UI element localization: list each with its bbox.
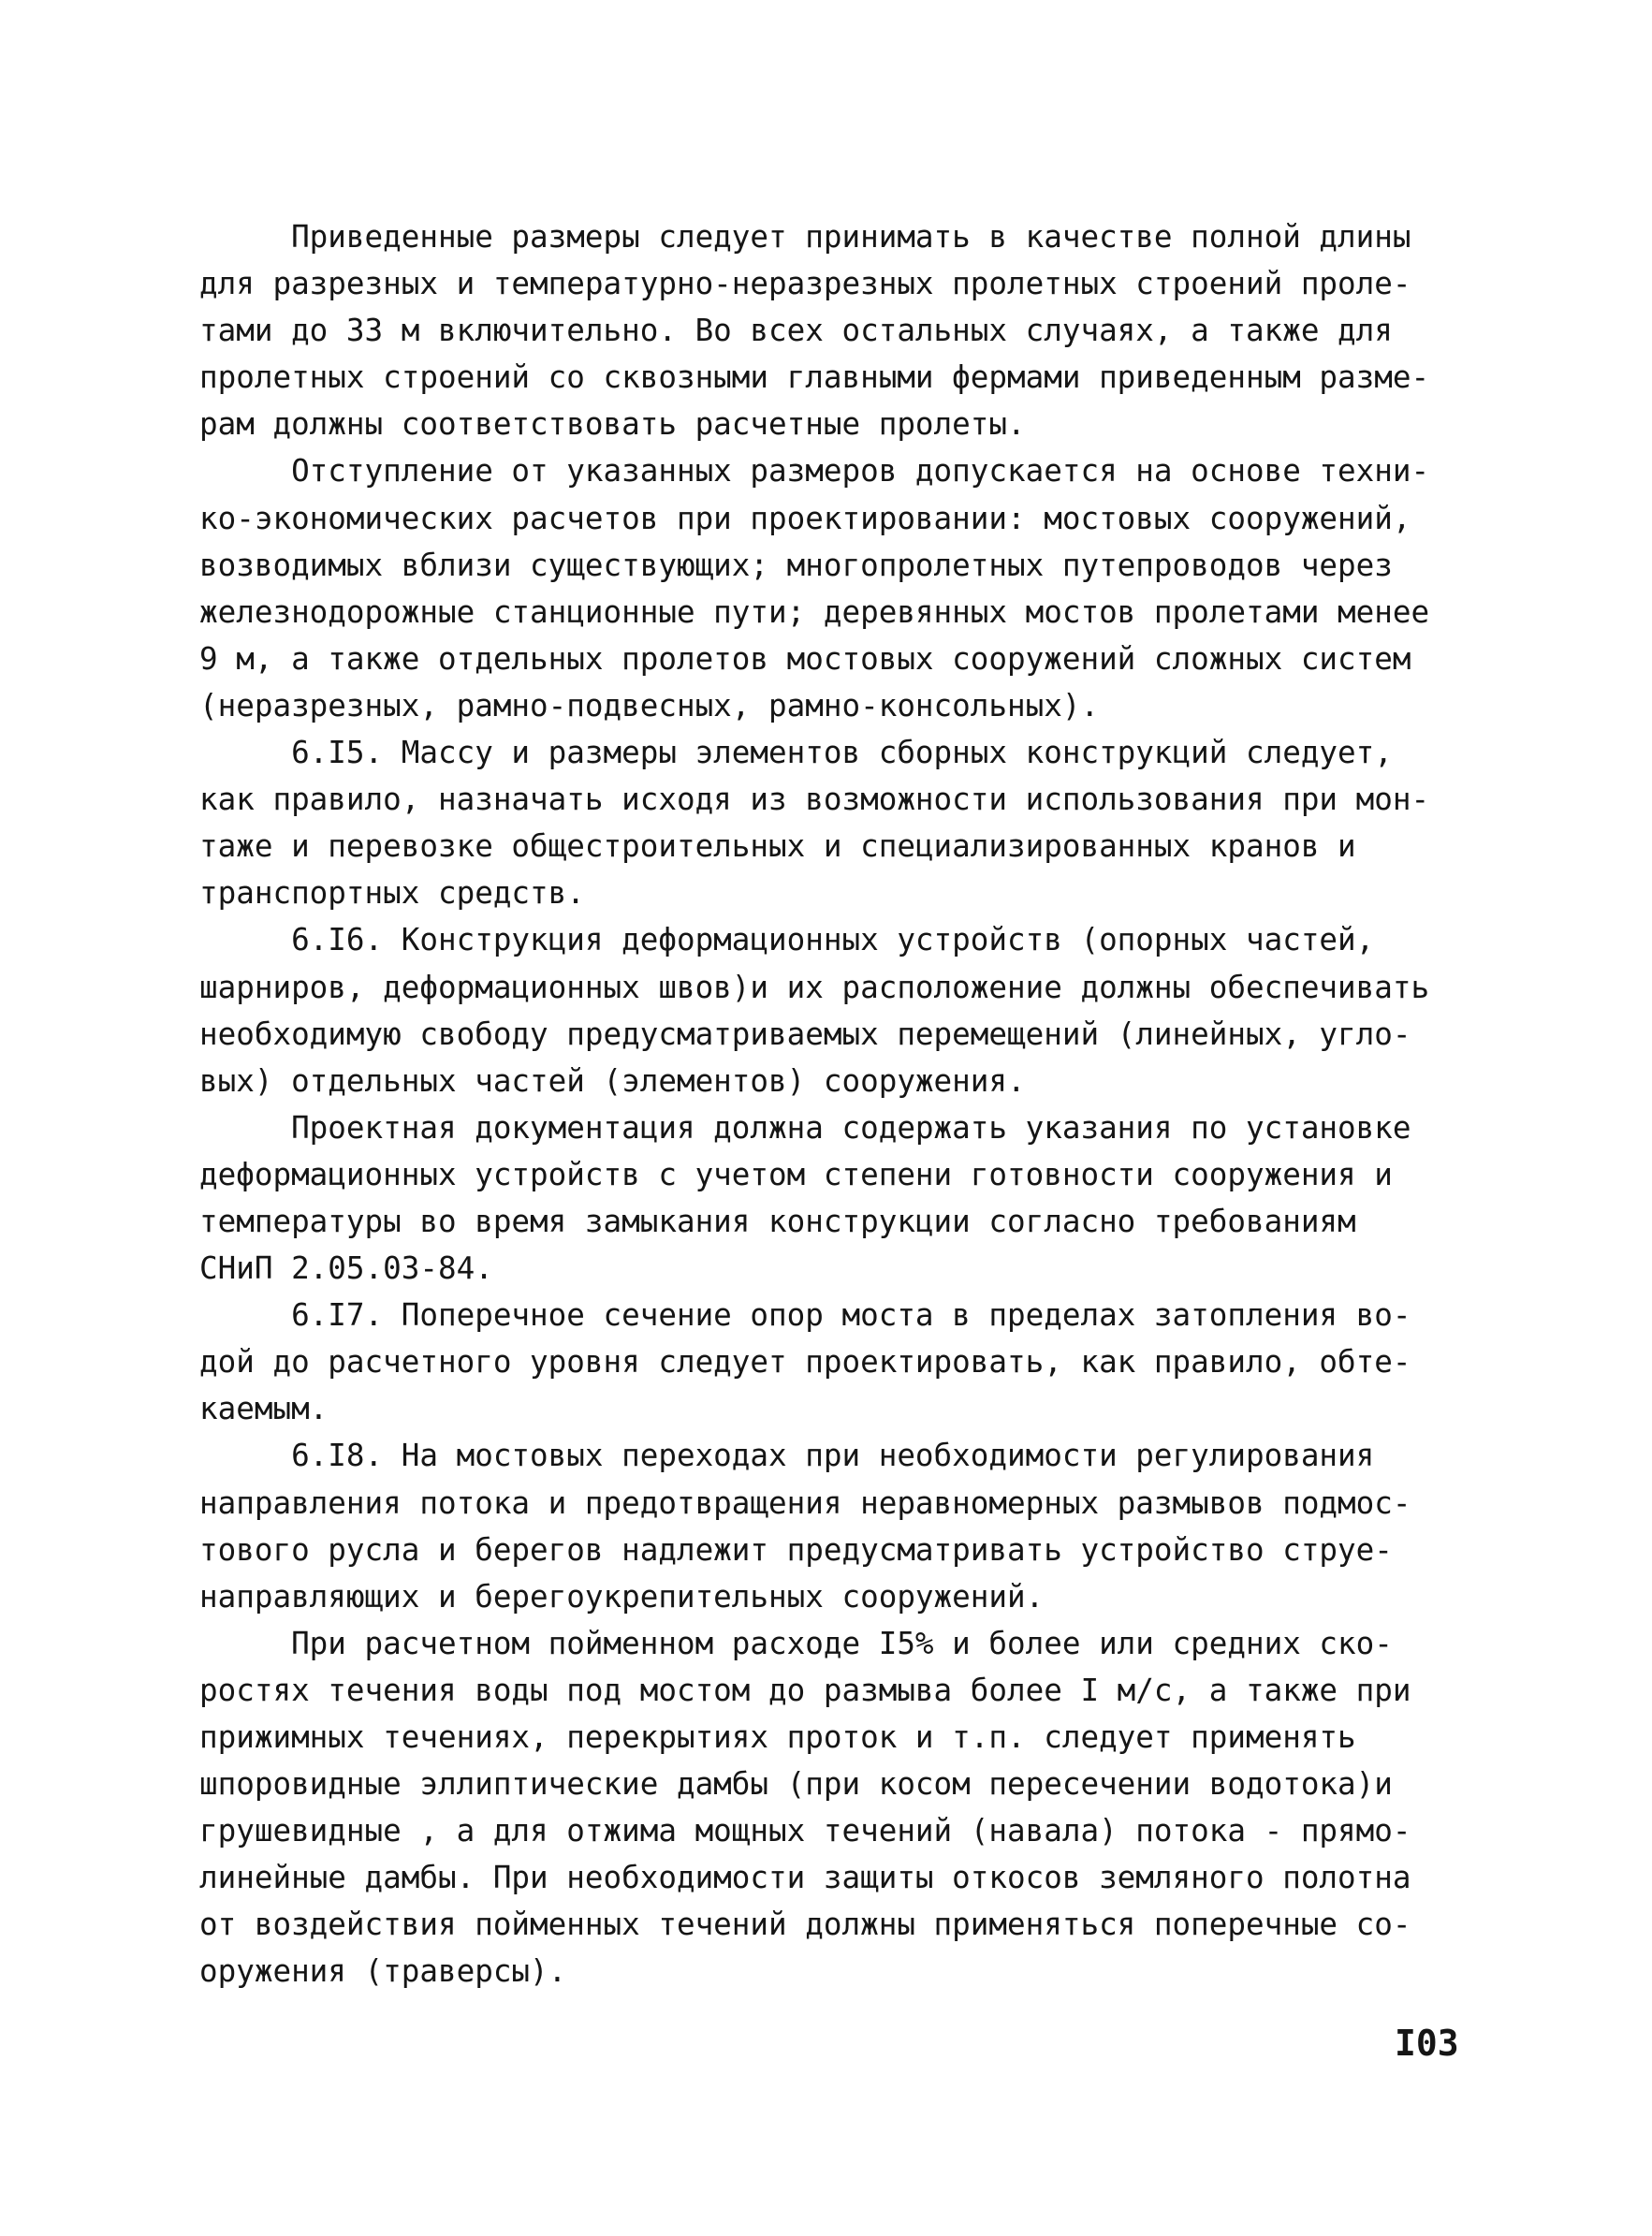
text-line: пролетных строений со сквозными главными фермами приведенным разме- xyxy=(199,359,1430,396)
text-line: (неразрезных, рамно-подвесных, рамно-консольных). xyxy=(199,687,1100,723)
text-line: грушевидные , а для отжима мощных течений (навала) потока - прямо- xyxy=(199,1813,1411,1849)
page-number: I03 xyxy=(1395,2023,1459,2064)
text-line: дой до расчетного уровня следует проектировать, как правило, обте- xyxy=(199,1344,1411,1381)
text-line: 6.I6. Конструкция деформационных устройств (опорных частей, xyxy=(199,922,1375,958)
text-line: При расчетном пойменном расходе I5% и более или средних ско- xyxy=(199,1625,1393,1661)
text-line: железнодорожные станционные пути; деревянных мостов пролетами менее xyxy=(199,593,1430,630)
text-line: оружения (траверсы). xyxy=(199,1953,567,1990)
text-line: шпоровидные эллиптические дамбы (при косом пересечении водотока)и xyxy=(199,1766,1393,1803)
text-line: 6.I8. На мостовых переходах при необходимости регулирования xyxy=(199,1438,1375,1474)
text-line: вых) отдельных частей (элементов) сооружения. xyxy=(199,1062,1026,1099)
text-line: прижимных течениях, перекрытиях проток и т.п. следует применять xyxy=(199,1719,1356,1755)
text-line: Приведенные размеры следует принимать в качестве полной длины xyxy=(199,219,1411,255)
text-line: направляющих и берегоукрепительных сооружений. xyxy=(199,1578,1045,1615)
text-line: возводимых вблизи существующих; многопролетных путепроводов через xyxy=(199,547,1393,583)
text-line: ко-экономических расчетов при проектировании: мостовых сооружений, xyxy=(199,500,1411,536)
text-line: таже и перевозке общестроительных и специализированных кранов и xyxy=(199,828,1356,865)
text-line: тами до 33 м включительно. Во всех остальных случаях, а также для xyxy=(199,313,1393,349)
text-line: как правило, назначать исходя из возможности использования при мон- xyxy=(199,782,1430,818)
text-line: ростях течения воды под мостом до размыва более I м/с, а также при xyxy=(199,1672,1411,1708)
text-line: для разрезных и температурно-неразрезных пролетных строений проле- xyxy=(199,266,1411,302)
text-line: от воздействия пойменных течений должны применяться поперечные со- xyxy=(199,1907,1411,1943)
text-line: 9 м, а также отдельных пролетов мостовых сооружений сложных систем xyxy=(199,640,1411,677)
text-line: деформационных устройств с учетом степени готовности сооружения и xyxy=(199,1156,1393,1192)
body-text xyxy=(199,213,1482,1995)
text-line: линейные дамбы. При необходимости защиты откосов земляного полотна xyxy=(199,1860,1411,1896)
text-line: каемым. xyxy=(199,1391,329,1427)
text-line: 6.I5. Массу и размеры элементов сборных конструкций следует, xyxy=(199,735,1393,771)
text-line: температуры во время замыкания конструкции согласно требованиям xyxy=(199,1203,1356,1239)
text-line: направления потока и предотвращения неравномерных размывов подмос- xyxy=(199,1484,1411,1521)
text-line: 6.I7. Поперечное сечение опор моста в пределах затопления во- xyxy=(199,1297,1411,1334)
text-line: Проектная документация должна содержать указания по установке xyxy=(199,1109,1411,1146)
text-line: необходимую свободу предусматриваемых перемещений (линейных, угло- xyxy=(199,1016,1411,1052)
text-line: транспортных средств. xyxy=(199,875,585,912)
text-line: СНиП 2.05.03-84. xyxy=(199,1250,493,1287)
text-line: Отступление от указанных размеров допускается на основе техни- xyxy=(199,453,1430,490)
text-line: шарниров, деформационных швов)и их расположение должны обеспечивать xyxy=(199,969,1430,1005)
text-line: рам должны соответствовать расчетные пролеты. xyxy=(199,406,1026,443)
text-line: тового русла и берегов надлежит предусматривать устройство струе- xyxy=(199,1531,1393,1568)
